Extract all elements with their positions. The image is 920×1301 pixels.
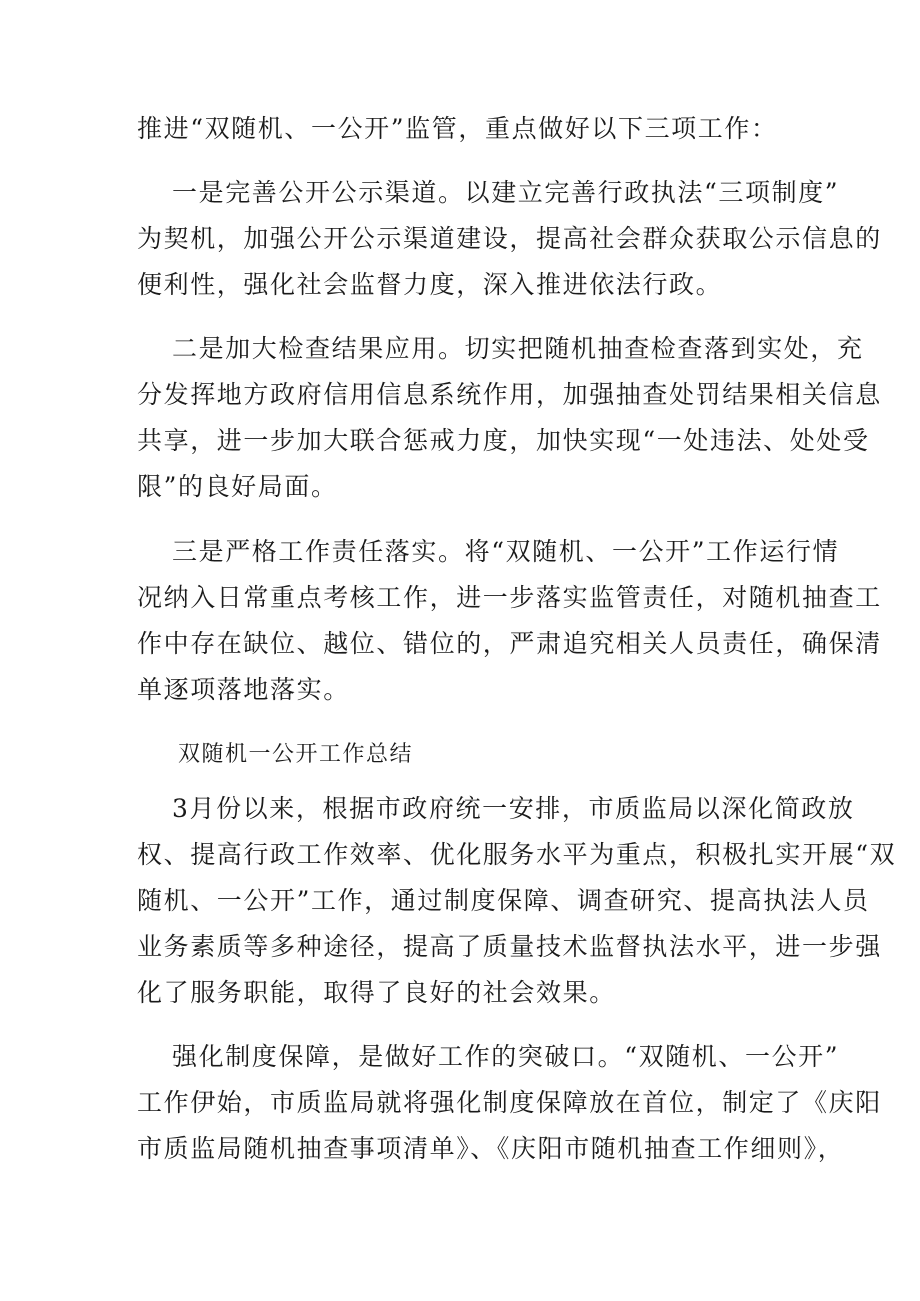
- paragraph-two-line-2: 分发挥地方政府信用信息系统作用，加强抽查处罚结果相关信息: [137, 380, 882, 409]
- paragraph-two-line-4: 限”的良好局面。: [137, 472, 338, 501]
- paragraph-two-line-1: 二是加大检查结果应用。切实把随机抽查检查落到实处，充: [172, 334, 864, 363]
- paragraph-one-line-2: 为契机，加强公开公示渠道建设，提高社会群众获取公示信息的: [137, 224, 882, 253]
- section-title: 双随机一公开工作总结: [178, 742, 414, 767]
- paragraph-system-line-3: 市质监局随机抽查事项清单》、《庆阳市随机抽查工作细则》，: [137, 1134, 845, 1163]
- paragraph-two-line-3: 共享，进一步加大联合惩戒力度，加快实现“一处违法、处处受: [137, 426, 870, 455]
- paragraph-three-line-2: 况纳入日常重点考核工作，进一步落实监管责任，对随机抽查工: [137, 583, 882, 612]
- paragraph-three-line-3: 作中存在缺位、越位、错位的，严肃追究相关人员责任，确保清: [137, 629, 882, 658]
- paragraph-system-line-2: 工作伊始，市质监局就将强化制度保障放在首位，制定了《庆阳: [137, 1088, 882, 1117]
- paragraph-three-line-4: 单逐项落地落实。: [137, 675, 350, 704]
- paragraph-three-line-1: 三是严格工作责任落实。将“双随机、一公开”工作运行情: [172, 537, 840, 566]
- paragraph-summary-line-2: 权、提高行政工作效率、优化服务水平为重点，积极扎实开展“双: [137, 840, 897, 869]
- paragraph-summary-line-1: 3月份以来，根据市政府统一安排，市质监局以深化简政放: [172, 794, 855, 823]
- paragraph-summary-line-3: 随机、一公开”工作，通过制度保障、调查研究、提高执法人员: [137, 886, 870, 915]
- paragraph-summary-line-5: 化了服务职能，取得了良好的社会效果。: [137, 978, 616, 1007]
- paragraph-intro-line-1: 推进“双随机、一公开”监管，重点做好以下三项工作：: [137, 114, 778, 143]
- paragraph-one-line-1: 一是完善公开公示渠道。以建立完善行政执法“三项制度”: [172, 178, 840, 207]
- paragraph-system-line-1: 强化制度保障，是做好工作的突破口。“双随机、一公开”: [172, 1042, 840, 1071]
- paragraph-summary-line-4: 业务素质等多种途径，提高了质量技术监督执法水平，进一步强: [137, 932, 882, 961]
- paragraph-one-line-3: 便利性，强化社会监督力度，深入推进依法行政。: [137, 270, 723, 299]
